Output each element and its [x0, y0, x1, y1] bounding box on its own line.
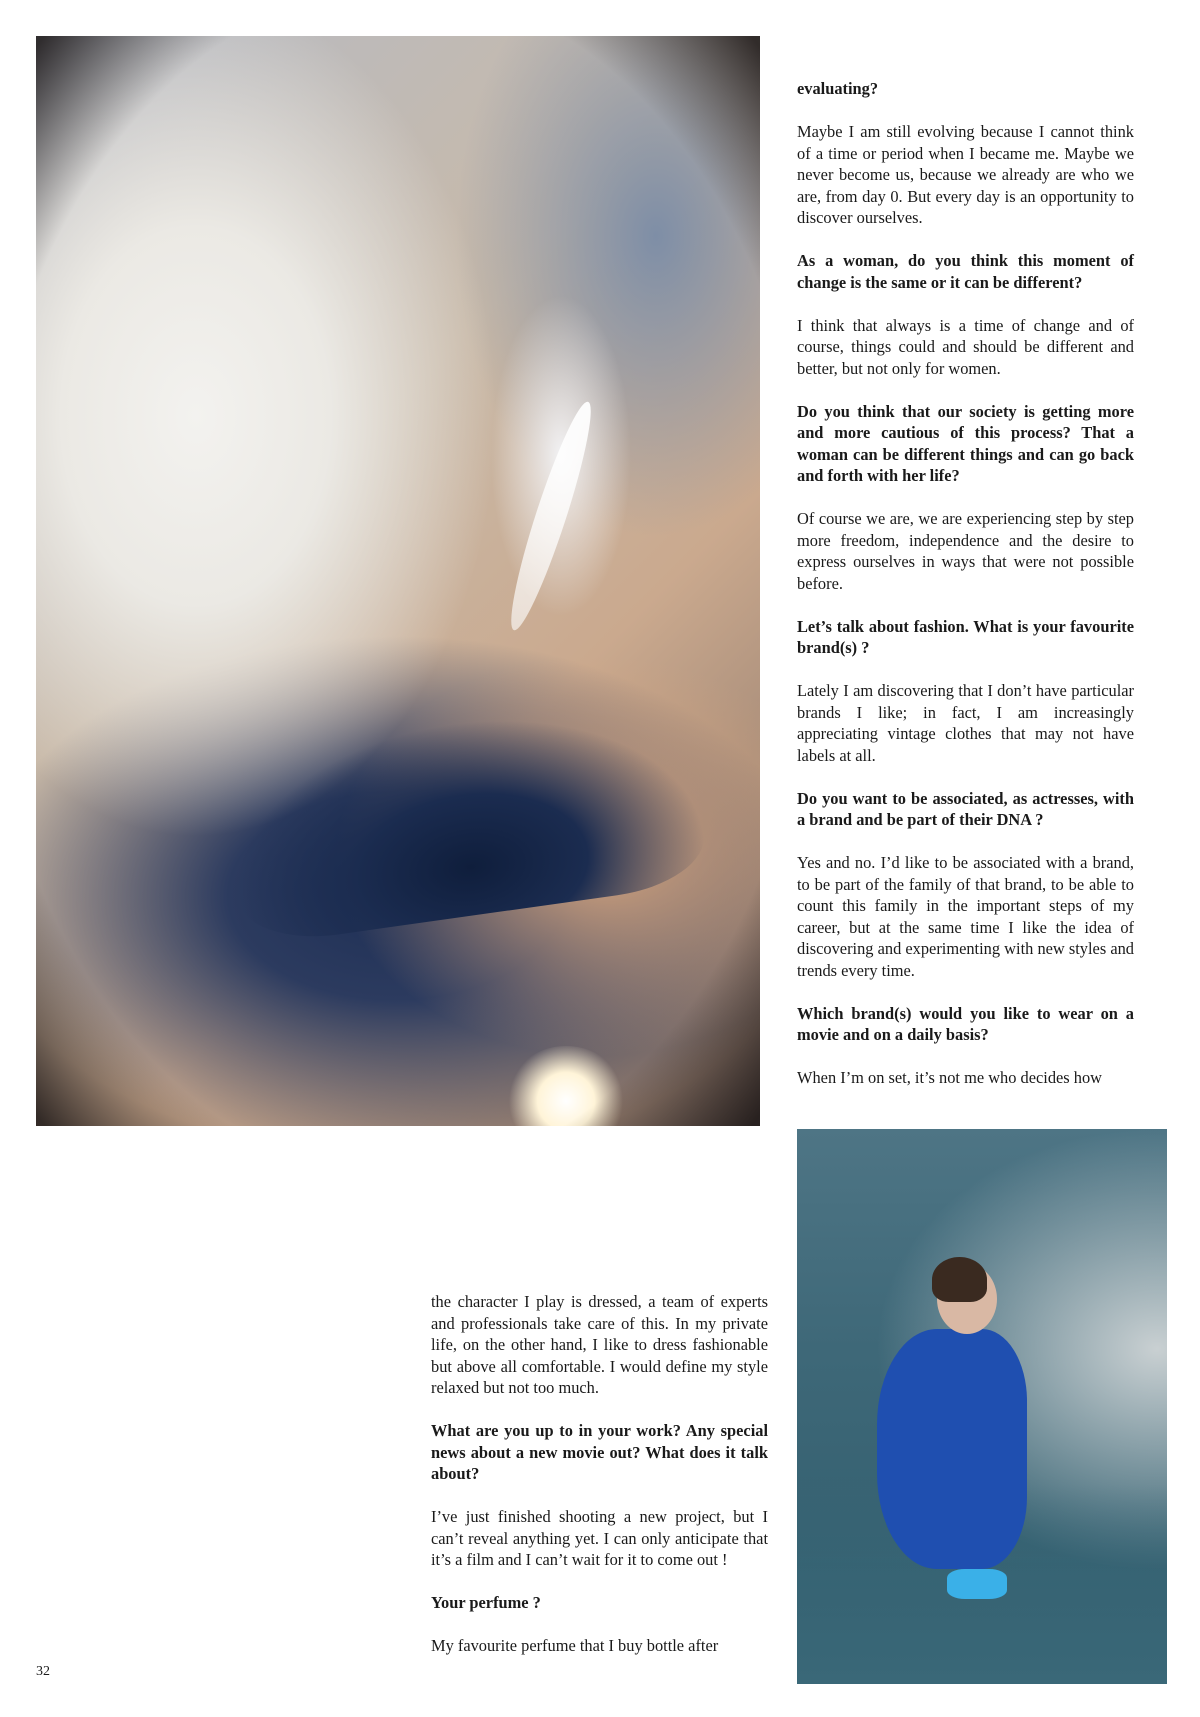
answer-text: When I’m on set, it’s not me who decides how [797, 1068, 1102, 1087]
answer-text: the character I play is dressed, a team of experts and professionals take care of this. In my private life, on the other hand, I like to dress fashionable but above all comfortable. I would define my style relaxed but not too much. [431, 1292, 768, 1397]
portrait-photo [797, 1129, 1167, 1684]
photo-hair [932, 1257, 987, 1302]
question-text: Let’s talk about fashion. What is your favourite brand(s) ? [797, 616, 1134, 657]
photo-blue-dress [877, 1329, 1027, 1569]
answer-text: My favourite perfume that I buy bottle after [431, 1636, 719, 1655]
answer-text: I’ve just finished shooting a new project, but I can’t reveal anything yet. I can only anticipate that it’s a film and I can’t wait for it to come out ! [431, 1507, 768, 1569]
page-number: 32 [36, 1664, 50, 1679]
answer-text: Maybe I am still evolving because I cannot think of a time or period when I became me. Maybe we never become us, because we already are who we are, from day 0. But every day is an opportunity to discover ourselves. [797, 122, 1134, 227]
hero-vignette [36, 36, 760, 1126]
article-column-bottom [431, 1291, 768, 1678]
question-text: Do you want to be associated, as actresses, with a brand and be part of their DNA ? [797, 788, 1134, 829]
question-text: As a woman, do you think this moment of change is the same or it can be different? [797, 251, 1134, 292]
question-text: What are you up to in your work? Any special news about a new movie out? What does it talk about? [431, 1421, 768, 1483]
question-text: Which brand(s) would you like to wear on a movie and on a daily basis? [797, 1003, 1134, 1044]
answer-text: Lately I am discovering that I don’t have particular brands I like; in fact, I am increasingly appreciating vintage clothes that may not have labels at all. [797, 681, 1134, 765]
hero-image [36, 36, 760, 1126]
answer-text: Of course we are, we are experiencing step by step more freedom, independence and the desire to express ourselves in ways that were not possible before. [797, 509, 1134, 593]
question-text: evaluating? [797, 79, 879, 98]
question-text: Your perfume ? [431, 1593, 541, 1612]
answer-text: Yes and no. I’d like to be associated with a brand, to be part of the family of that brand, to be able to count this family in the important steps of my career, but at the same time I like the idea of discovering and experimenting with new styles and trends every time. [797, 853, 1134, 980]
article-column-right [797, 78, 1134, 1110]
photo-shoe [947, 1569, 1007, 1599]
question-text: Do you think that our society is getting more and more cautious of this process? That a woman can be different things and can go back and forth with her life? [797, 401, 1134, 485]
answer-text: I think that always is a time of change and of course, things could and should be different and better, but not only for women. [797, 315, 1134, 378]
